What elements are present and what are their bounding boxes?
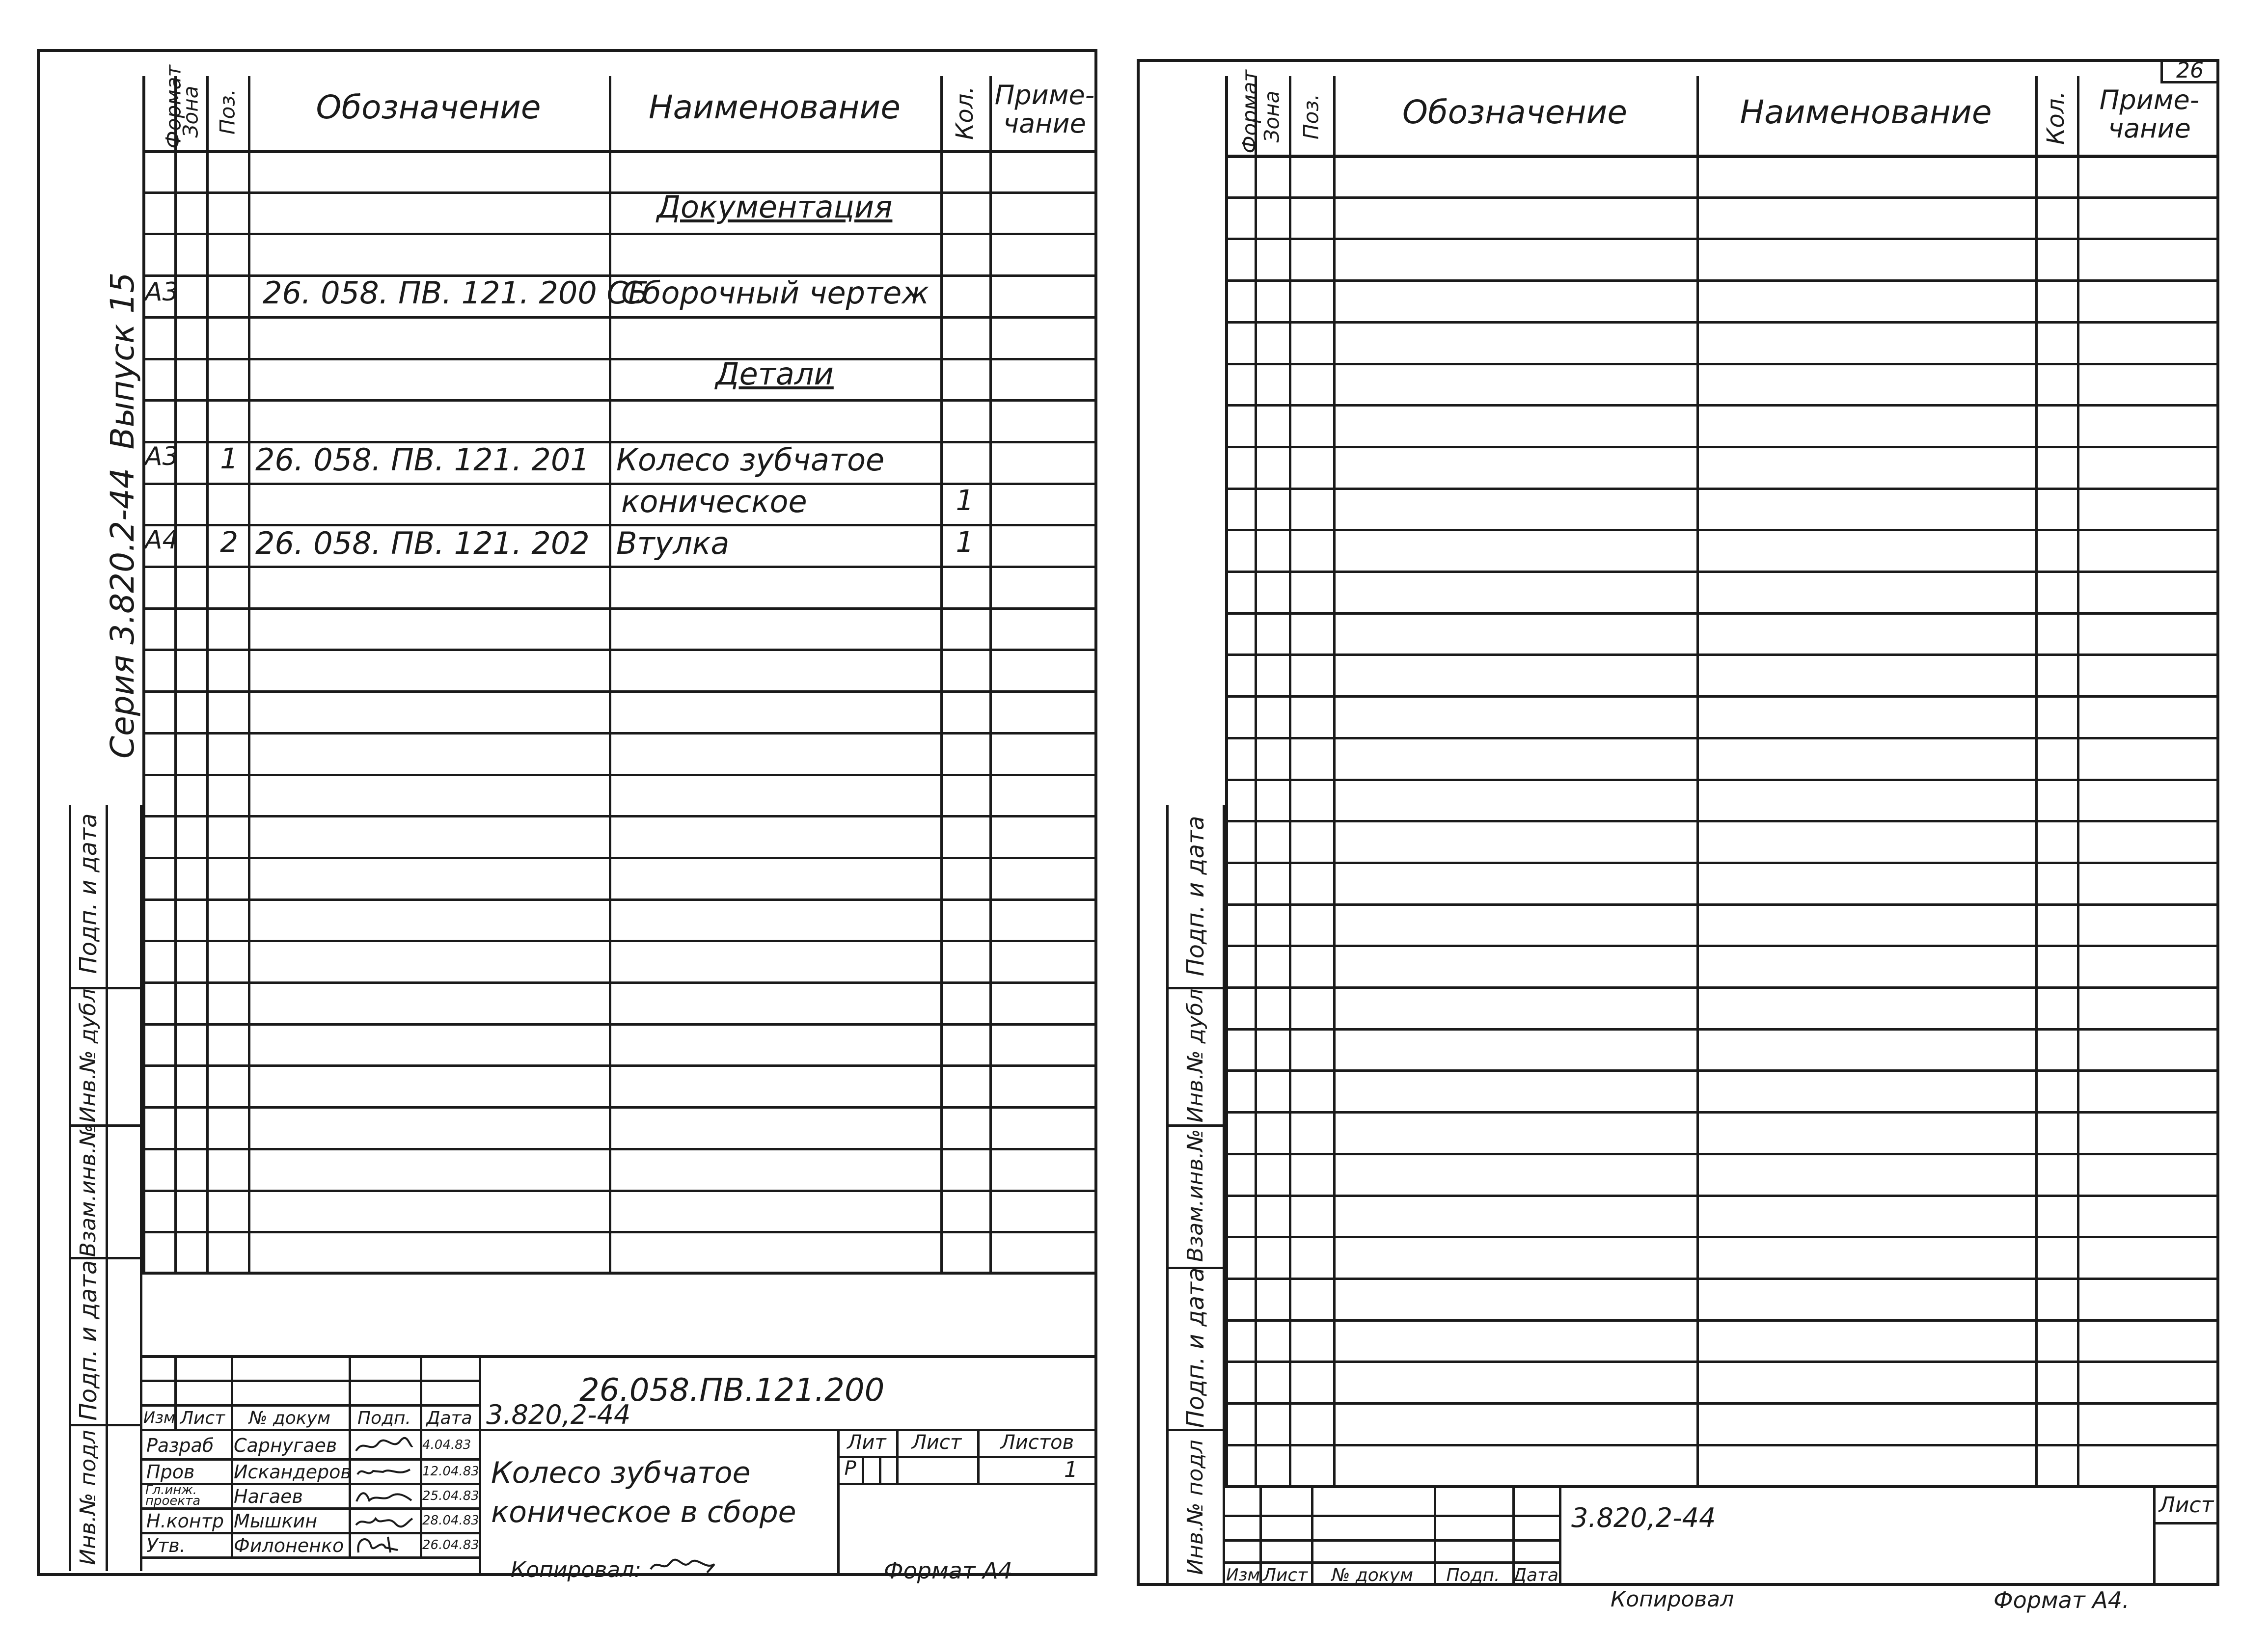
table-rule-line (142, 316, 1097, 319)
table-rule-line (1225, 446, 2219, 448)
row-designation: 26. 058. ПВ. 121. 202 (255, 525, 590, 561)
col-header-doc-no: № докум (248, 1408, 330, 1428)
row-designation: 26. 058. ПВ. 121. 200 СБ (263, 275, 649, 311)
table-rule-line (1225, 404, 2219, 407)
binding-field-orig-inv: Инв.№ подл (1183, 1440, 1208, 1575)
table-rule-line (1225, 1278, 2219, 1280)
row-name: Сборочный чертеж (621, 275, 929, 311)
row-name: Колесо зубчатое (616, 442, 885, 478)
doc-code: 26.058.ПВ.121.200 (579, 1372, 885, 1409)
sheet-label: Лист (911, 1431, 962, 1454)
col-header-doc-no: № докум (1331, 1565, 1413, 1585)
col-header-note: Приме- чание (994, 80, 1095, 139)
signature-date: 28.04.83 (422, 1513, 479, 1528)
col-header-format: Формат (161, 65, 186, 149)
sheets-label: Листов (1000, 1431, 1074, 1454)
format-label: Формат А4. (1994, 1587, 2130, 1613)
col-header-sheet: Лист (180, 1408, 225, 1428)
table-rule-line (1225, 862, 2219, 864)
row-name: Втулка (616, 525, 730, 561)
row-name-section: Документация (656, 189, 893, 225)
signature-role: Гл.инж. проекта (145, 1483, 201, 1508)
col-header-designation: Обозначение (1402, 93, 1627, 131)
series-code: 3.820,2-44 (486, 1399, 631, 1430)
table-rule-line (142, 649, 1097, 651)
table-rule-line (1225, 363, 2219, 365)
table-rule-line (1225, 1028, 2219, 1031)
table-rule-line (142, 981, 1097, 984)
lit-value: Р (844, 1457, 856, 1480)
table-rule-line (1225, 238, 2219, 240)
table-rule-line (1225, 695, 2219, 698)
row-format: А3 (145, 442, 179, 471)
binding-field-dup-inv: Инв.№ дубл (76, 988, 101, 1123)
table-rule-line (1225, 1153, 2219, 1155)
signature-name: Филоненко (234, 1535, 344, 1556)
table-rule-line (1225, 488, 2219, 490)
signature-role: Пров (146, 1461, 195, 1483)
col-header-zone: Зона (1259, 90, 1284, 143)
col-header-change: Изм (143, 1408, 176, 1427)
signature-name: Сарнугаев (234, 1435, 337, 1456)
binding-field-dup-inv: Инв.№ дубл (1183, 988, 1208, 1123)
col-header-pos: Поз. (215, 89, 240, 135)
binding-field-replace-inv: Взам.инв.№ (1183, 1129, 1208, 1262)
signature-date: 26.04.83 (422, 1538, 479, 1552)
document-title: Колесо зубчатое коническое в сборе (491, 1456, 796, 1529)
col-header-qty: Кол. (951, 86, 979, 140)
table-rule-line (142, 732, 1097, 735)
row-format: А4 (145, 525, 179, 555)
table-rule-line (1225, 779, 2219, 781)
table-rule-line (142, 1190, 1097, 1192)
table-rule-line (142, 1231, 1097, 1233)
table-rule-line (142, 1148, 1097, 1150)
table-rule-line (1225, 737, 2219, 739)
col-header-signature: Подп. (357, 1408, 411, 1428)
signature-role: Разраб (146, 1435, 214, 1456)
format-label: Формат А4 (884, 1557, 1012, 1584)
col-header-name: Наименование (1740, 93, 1992, 131)
table-rule-line (142, 1106, 1097, 1109)
col-header-change: Изм (1226, 1565, 1260, 1585)
lit-label: Лит (847, 1431, 886, 1454)
handwritten-signature (354, 1533, 415, 1558)
signature-name: Мышкин (234, 1510, 318, 1532)
table-rule-line (142, 1064, 1097, 1067)
table-rule-line (142, 815, 1097, 817)
row-pos: 1 (220, 442, 238, 475)
handwritten-signature (354, 1511, 415, 1533)
binding-field-sign-date-2: Подп. и дата (75, 1260, 102, 1421)
binding-field-orig-inv: Инв.№ подл (76, 1430, 101, 1565)
copied-label: Копировал (1611, 1587, 1734, 1612)
table-rule-line (1225, 196, 2219, 199)
signature-name: Искандеров (234, 1461, 352, 1483)
table-rule-line (142, 690, 1097, 693)
table-rule-line (1225, 529, 2219, 531)
sheet-label: Лист (2159, 1493, 2214, 1518)
copied-label: Копировал: (511, 1557, 642, 1582)
binding-field-sign-date-1: Подп. и дата (1182, 816, 1209, 977)
signature-name: Нагаев (234, 1486, 303, 1507)
table-rule-line (142, 898, 1097, 901)
table-rule-line (1225, 321, 2219, 324)
table-rule-line (142, 233, 1097, 235)
col-header-name: Наименование (649, 88, 901, 126)
signature-date: 4.04.83 (422, 1438, 471, 1452)
table-rule-line (1225, 571, 2219, 573)
sheets-value: 1 (1064, 1457, 1078, 1482)
col-header-signature: Подп. (1446, 1565, 1500, 1585)
col-header-date: Дата (426, 1408, 472, 1428)
row-designation: 26. 058. ПВ. 121. 201 (255, 442, 590, 478)
table-rule-line (1225, 612, 2219, 615)
copied-signature (648, 1555, 717, 1577)
table-rule-line (1225, 1111, 2219, 1114)
table-rule-line (142, 607, 1097, 610)
issue-label: Выпуск 15 (104, 272, 141, 450)
row-qty: 1 (956, 525, 974, 559)
col-header-qty: Кол. (2042, 91, 2070, 145)
table-rule-line (142, 940, 1097, 942)
table-rule-line (142, 857, 1097, 859)
table-rule-line (1225, 1402, 2219, 1405)
col-header-pos: Поз. (1299, 94, 1323, 139)
binding-field-sign-date-1: Подп. и дата (75, 813, 102, 974)
row-pos: 2 (220, 525, 238, 559)
table-rule-line (142, 1023, 1097, 1026)
table-rule-line (1225, 1236, 2219, 1238)
col-header-format: Формат (1237, 70, 1262, 154)
row-qty: 1 (956, 484, 974, 517)
series-label: Серия 3.820.2-44 (104, 468, 141, 759)
sheet-number: 26 (2176, 58, 2204, 83)
row-name: коническое (621, 484, 807, 519)
handwritten-signature (354, 1462, 415, 1484)
signature-role: Н.контр (146, 1510, 224, 1532)
series-code: 3.820,2-44 (1571, 1502, 1716, 1533)
col-header-note: Приме- чание (2099, 84, 2200, 144)
table-rule-line (1225, 1361, 2219, 1363)
table-rule-line (1225, 1195, 2219, 1197)
row-name-section: Детали (715, 356, 834, 392)
table-rule-line (1225, 1319, 2219, 1322)
row-format: А3 (145, 277, 179, 307)
table-rule-line (142, 566, 1097, 568)
table-rule-line (142, 399, 1097, 402)
table-rule-line (1225, 279, 2219, 282)
signature-date: 12.04.83 (422, 1464, 479, 1479)
table-rule-line (1225, 653, 2219, 656)
table-rule-line (1225, 903, 2219, 906)
col-header-date: Дата (1512, 1565, 1559, 1585)
binding-field-sign-date-2: Подп. и дата (1182, 1267, 1209, 1428)
signature-role: Утв. (146, 1535, 186, 1556)
col-header-designation: Обозначение (316, 88, 541, 126)
signature-date: 25.04.83 (422, 1489, 479, 1503)
table-rule-line (1225, 1444, 2219, 1446)
col-header-zone: Зона (178, 85, 203, 138)
handwritten-signature (354, 1436, 415, 1458)
left-spec-table (142, 65, 1097, 1272)
col-header-sheet: Лист (1262, 1565, 1308, 1585)
table-rule-line (1225, 945, 2219, 947)
table-rule-line (1225, 820, 2219, 822)
table-rule-line (142, 774, 1097, 776)
handwritten-signature (354, 1487, 415, 1508)
binding-field-replace-inv: Взам.инв.№ (76, 1124, 101, 1257)
table-rule-line (1225, 1069, 2219, 1072)
table-rule-line (1225, 986, 2219, 989)
